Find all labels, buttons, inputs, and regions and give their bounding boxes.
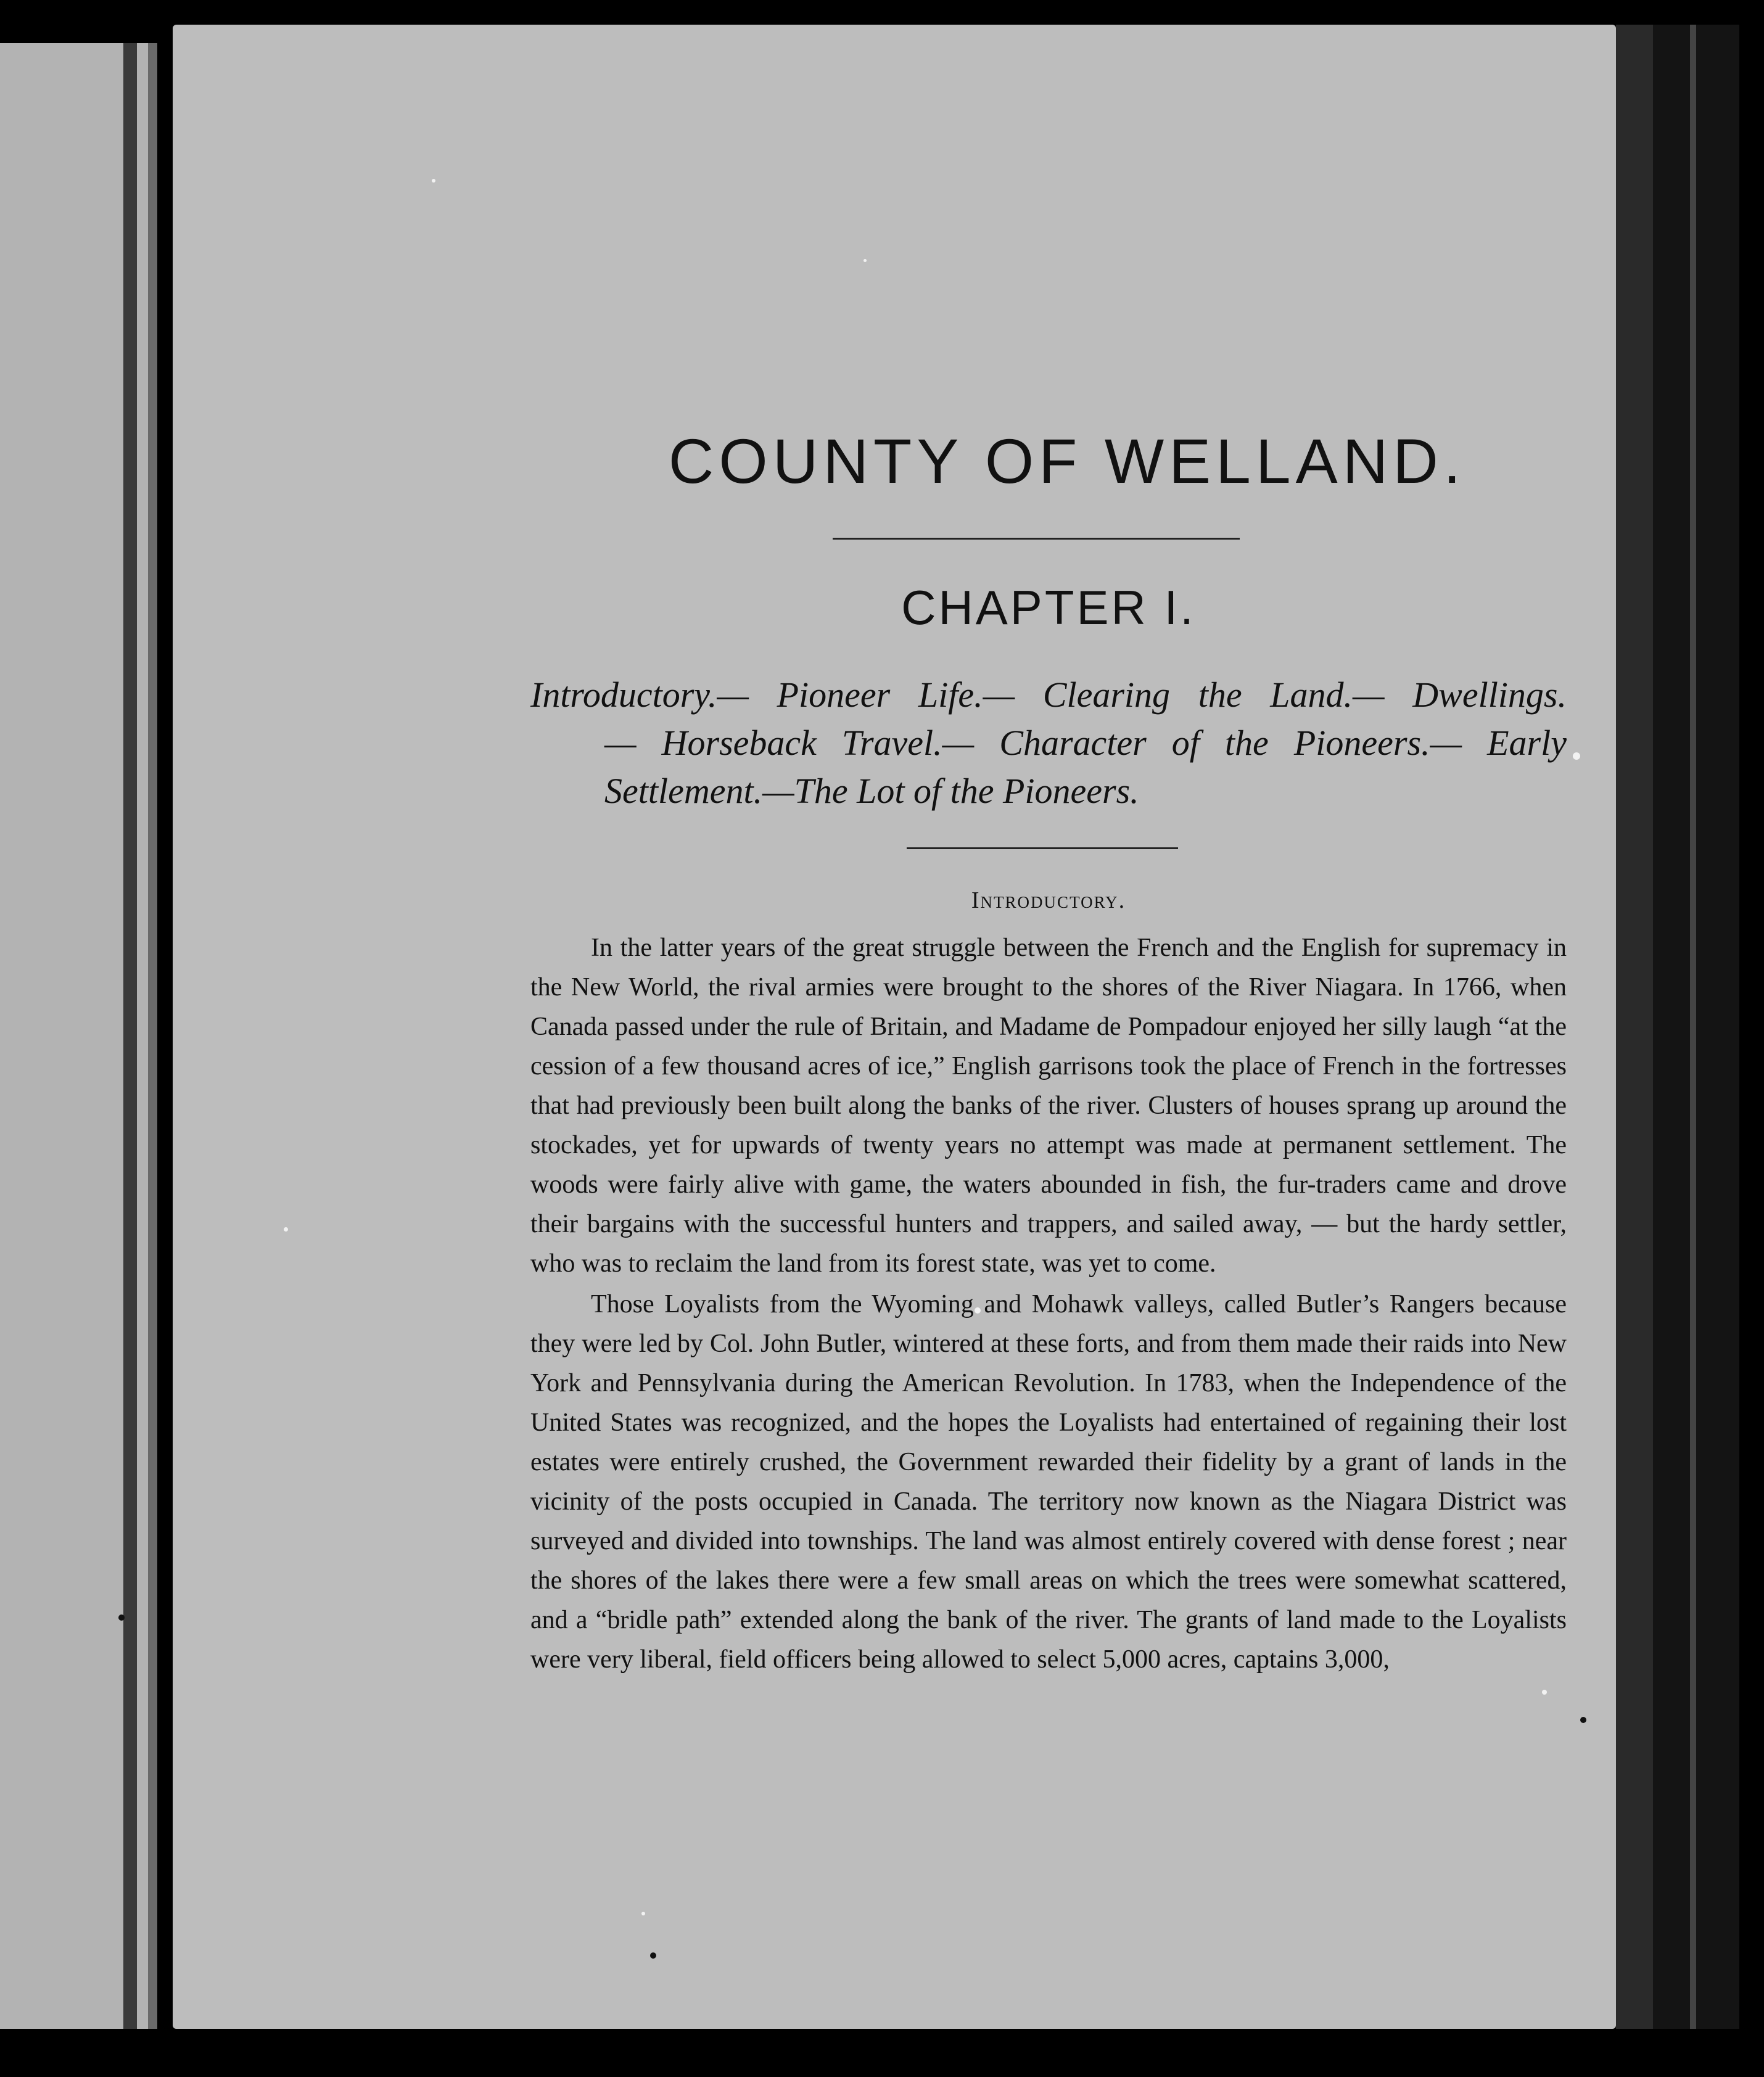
chapter-synopsis (530, 671, 1567, 815)
book-page (173, 25, 1616, 2029)
chapter-heading: CHAPTER I. (901, 580, 1196, 635)
scan-speck (641, 1912, 645, 1915)
page-gutter (148, 43, 157, 2029)
binding-strip (1690, 25, 1696, 2029)
scan-speck (863, 259, 867, 262)
scan-speck (284, 1227, 288, 1232)
synopsis-rest: — Horseback Travel.— Character of the Pioneers.— Early Settlement.—The Lot of the Pioneers. (604, 723, 1567, 811)
previous-page-edge (0, 43, 157, 2029)
section-heading: Introductory. (971, 887, 1126, 913)
scan-speck (1573, 752, 1580, 760)
page-margin-mark (118, 1614, 125, 1621)
paragraph: In the latter years of the great struggle between the French and the English for supremacy in the New World, the rival armies were brought to the shores of the River Niagara. In 1766, when Canada passed under the rule of Britain, and Madame de Pompadour enjoyed her silly laugh “at the cession of a few thousand acres of ice,” English garrisons took the place of French in the fortresses that had previously been built along the banks of the river. Clusters of houses sprang up around the stockades, yet for upwards of twenty years no attempt was made at permanent settlement. The woods were fairly alive with game, the waters abounded in fish, the fur-traders came and drove their bargains with the successful hunters and trappers, and sailed away, — but the hardy settler, who was to reclaim the land from its forest state, was yet to come. (530, 934, 1567, 1278)
page-edge-shadow (1616, 25, 1653, 2029)
book-binding (1653, 25, 1739, 2029)
scan-speck (1542, 1690, 1547, 1695)
title-rule (833, 538, 1240, 540)
paragraph: Those Loyalists from the Wyoming and Mohawk valleys, called Butler’s Rangers because they were led by Col. John Butler, wintered at these forts, and from them made their raids into New York and Pennsylvania during the American Revolution. In 1783, when the Independence of the United States was recognized, and the hopes the Loyalists had entertained of regaining their lost estates were entirely crushed, the Government rewarded their fidelity by a grant of lands in the vicinity of the posts occupied in Canada. The territory now known as the Niagara District was surveyed and divided into townships. The land was almost entirely covered with dense forest ; near the shores of the lakes there were a few small areas on which the trees were somewhat scattered, and a “bridle path” extended along the bank of the river. The grants of land made to the Loyalists were very liberal, field officers being allowed to select 5,000 acres, captains 3,000, (530, 1290, 1567, 1674)
page-margin-mark (1580, 1717, 1586, 1723)
scan-speck (432, 179, 435, 183)
page-margin-mark (650, 1952, 656, 1959)
synopsis-rule (907, 847, 1178, 849)
page-title: COUNTY OF WELLAND. (668, 426, 1466, 496)
page-fold (123, 43, 137, 2029)
body-text (530, 928, 1567, 1680)
synopsis-line-1: Introductory.— Pioneer Life.— Clearing the Land.— Dwellings. (530, 675, 1567, 715)
